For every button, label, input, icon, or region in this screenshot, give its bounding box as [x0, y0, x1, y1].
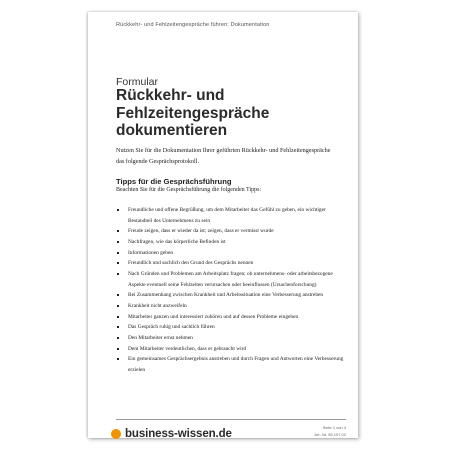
list-item: Nach Gründen und Problemen am Arbeitsplatz fragen; ob unternehmens- oder arbeitsbezogene Aspekte eventuell seine Fehlzeiten verursachen oder beeinflussen (Ursachenforschung) — [116, 269, 346, 290]
footer-divider — [116, 419, 346, 420]
intro-paragraph: Nutzen Sie für die Dokumentation Ihrer geführten Rückkehr- und Fehlzeitengespräche das folgende Gesprächsprotokoll. — [116, 147, 331, 166]
list-item: Freude zeigen, dass er wieder da ist; zeigen, dass er vermisst wurde — [116, 226, 346, 237]
logo-dot-icon — [111, 429, 121, 439]
list-item: Krankheit nicht anzweifeln — [116, 301, 346, 312]
document-title: Rückkehr- und Fehlzeitengespräche dokumentieren — [116, 87, 270, 139]
brand-logo — [111, 428, 232, 440]
document-page — [88, 12, 358, 438]
list-item: Bei Zusammenhang zwischen Krankheit und Arbeitssituation eine Verbesserung anstreben — [116, 290, 346, 301]
list-item: Mitarbeiter ganzen und interessiert zuhören und auf dessen Probleme eingehen — [116, 312, 346, 323]
page-number: Seite 1 von 4 — [322, 425, 346, 430]
list-item: Freundliche und offene Begrüßung, um dem Mitarbeiter das Gefühl zu geben, ein wichtiger Bestandteil des Unternehmens zu sein — [116, 205, 346, 226]
list-item: Informationen geben — [116, 248, 346, 259]
list-item: Freundlich und sachlich den Grund des Gesprächs nennen — [116, 258, 346, 269]
form-label: Formular — [116, 76, 159, 88]
logo-text: business-wissen.de — [125, 428, 232, 440]
list-item: Den Mitarbeiter ernst nehmen — [116, 333, 346, 344]
list-item: Nachfragen, wie das körperliche Befinden ist — [116, 237, 346, 248]
list-item: Ein gemeinsames Gesprächsergebnis anstreben und durch Fragen und Antworten eine Verbesserung erzielen — [116, 354, 346, 375]
article-number: Art.-Nr. 59.107.02 — [314, 432, 346, 437]
tips-heading: Tipps für die Gesprächsführung — [116, 177, 232, 186]
list-item: Das Gespräch ruhig und sachlich führen — [116, 322, 346, 333]
running-header: Rückkehr- und Fehlzeitengespräche führen: Dokumentation — [116, 22, 270, 28]
list-item: Dem Mitarbeiter verdeutlichen, dass er gebraucht wird — [116, 344, 346, 355]
footer-meta — [314, 424, 346, 438]
tips-intro: Beachten Sie für die Gesprächsführung die folgenden Tipps: — [116, 187, 262, 193]
tips-list — [116, 205, 346, 376]
